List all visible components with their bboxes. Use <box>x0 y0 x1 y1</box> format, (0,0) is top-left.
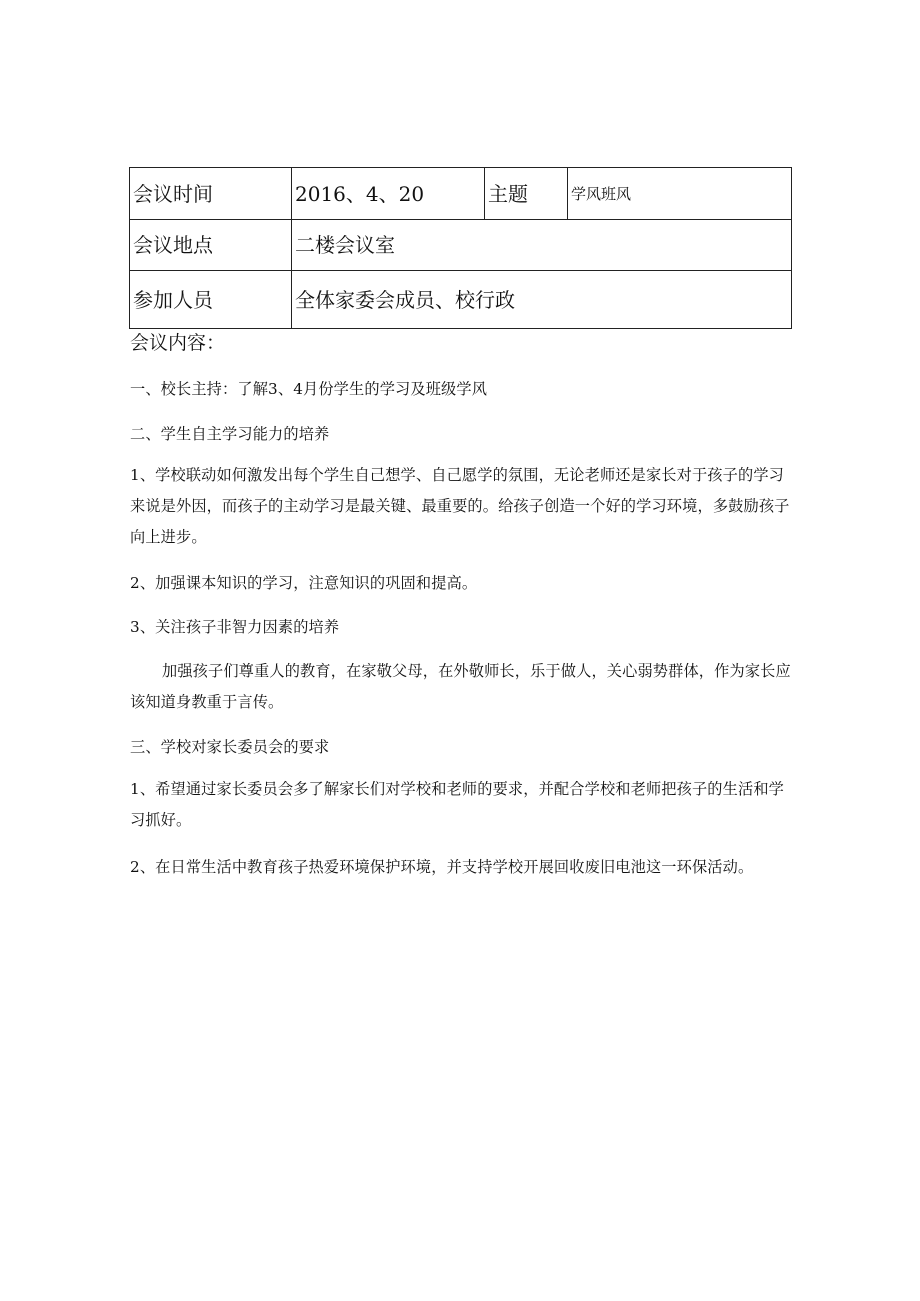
paragraph-item-2-1: 1、学校联动如何激发出每个学生自己想学、自己愿学的氛围，无论老师还是家长对于孩子的学习来说是外因，而孩子的主动学习是最关键、最重要的。给孩子创造一个好的学习环境，多鼓励孩子向上进步。 <box>130 466 790 546</box>
meeting-info-table <box>129 167 792 329</box>
paragraph-section-2: 二、学生自主学习能力的培养 <box>130 425 330 443</box>
content-heading: 会议内容： <box>130 332 226 354</box>
table-row-attendees <box>130 271 792 329</box>
paragraph-item-2-3: 3、关注孩子非智力因素的培养 <box>130 618 340 636</box>
paragraph-section-1: 一、校长主持：了解3、4月份学生的学习及班级学风 <box>130 380 488 398</box>
meeting-time-label: 会议时间 <box>130 168 292 220</box>
topic-label: 主题 <box>485 168 568 220</box>
table-row-location <box>130 220 792 271</box>
attendees-value: 全体家委会成员、校行政 <box>292 271 792 329</box>
paragraph-item-2-3-detail: 加强孩子们尊重人的教育，在家敬父母，在外敬师长，乐于做人，关心弱势群体，作为家长应该知道身教重于言传。 <box>130 662 791 711</box>
paragraph-section-3: 三、学校对家长委员会的要求 <box>130 738 330 756</box>
meeting-location-label: 会议地点 <box>130 220 292 271</box>
meeting-time-value: 2016、4、20 <box>292 168 485 220</box>
paragraph-item-3-1: 1、希望通过家长委员会多了解家长们对学校和老师的要求，并配合学校和老师把孩子的生活和学习抓好。 <box>130 780 784 829</box>
paragraph-item-2-2: 2、加强课本知识的学习，注意知识的巩固和提高。 <box>130 574 478 592</box>
attendees-label: 参加人员 <box>130 271 292 329</box>
paragraph-item-3-2: 2、在日常生活中教育孩子热爱环境保护环境，并支持学校开展回收废旧电池这一环保活动。 <box>130 858 754 876</box>
meeting-location-value: 二楼会议室 <box>292 220 792 271</box>
table-row-time <box>130 168 792 220</box>
topic-value: 学风班风 <box>568 168 792 220</box>
